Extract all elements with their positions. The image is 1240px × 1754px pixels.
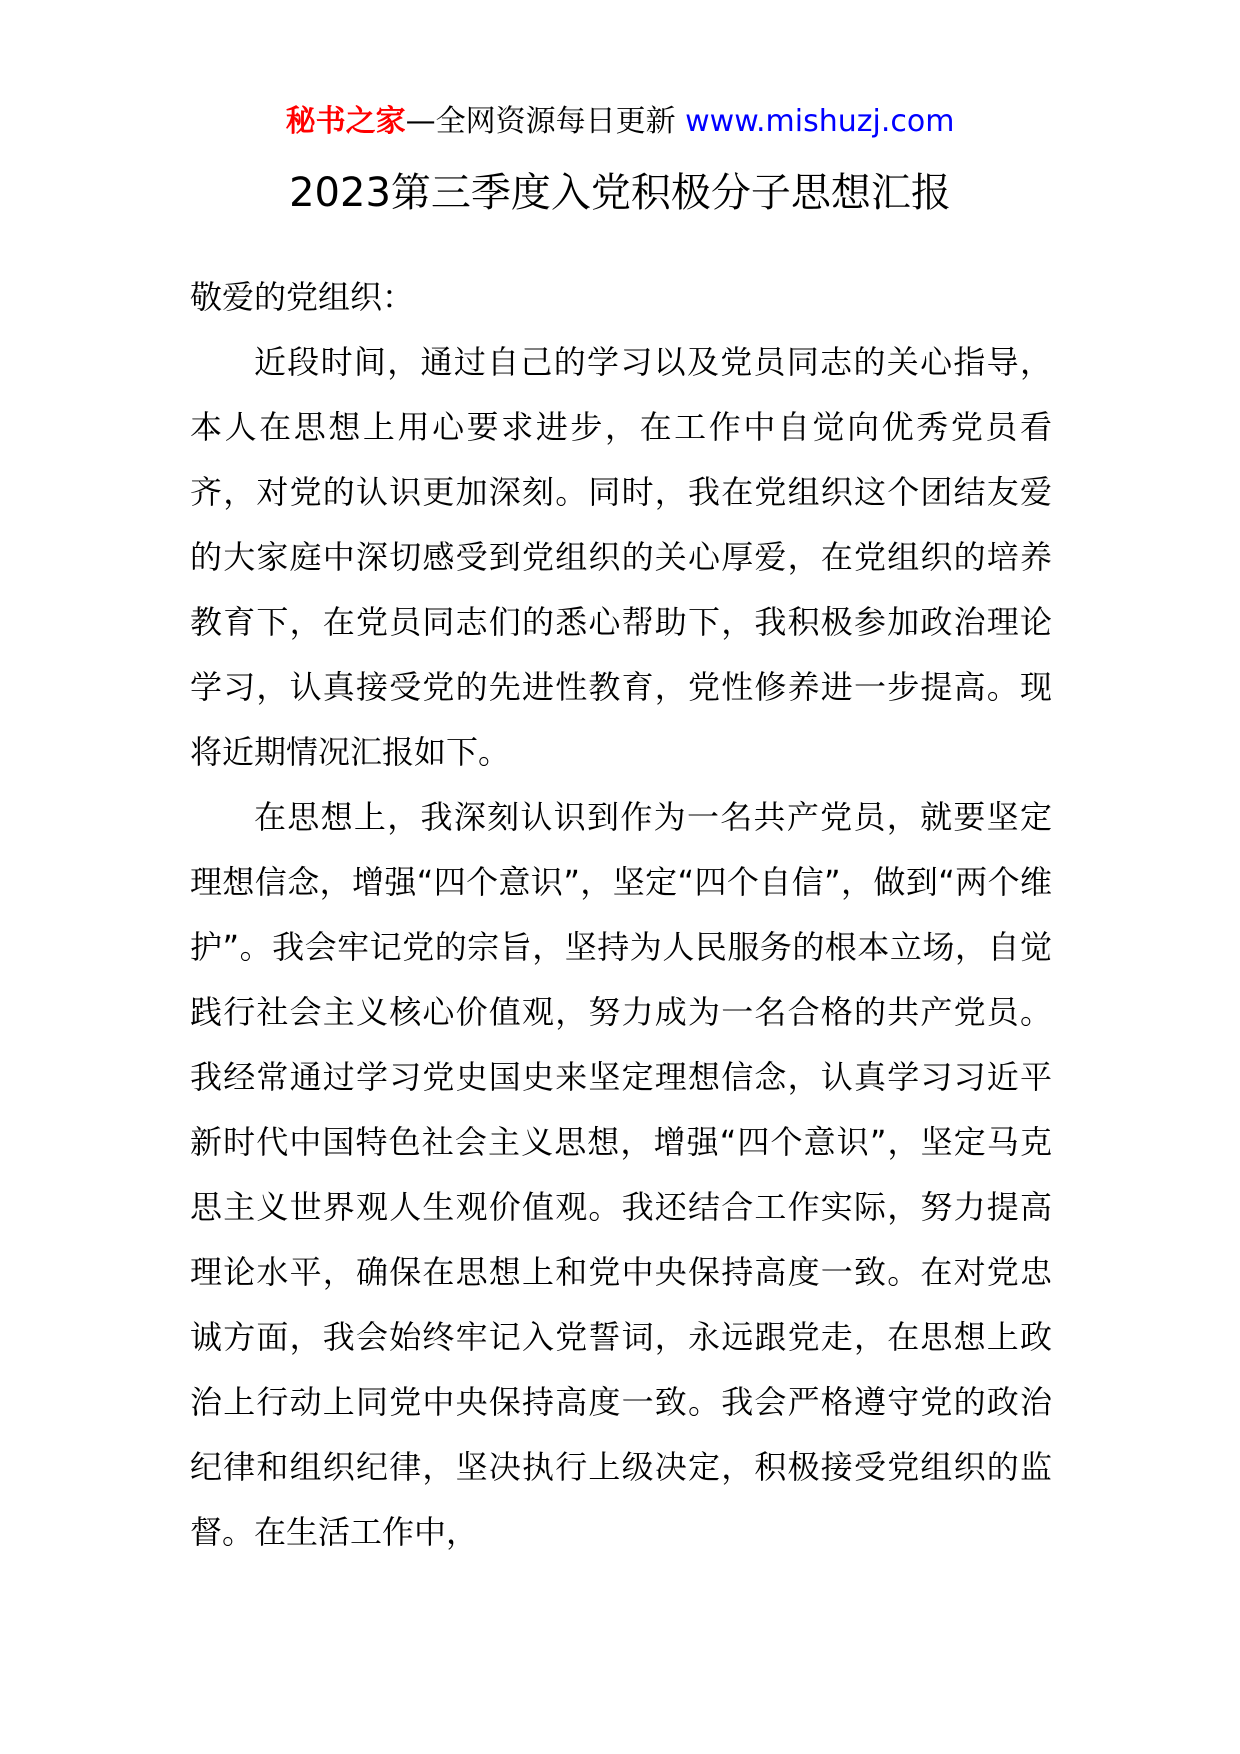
paragraph: 在思想上，我深刻认识到作为一名共产党员，就要坚定理想信念，增强“四个意识”，坚定“四个自信”，做到“两个维护”。我会牢记党的宗旨，坚持为人民服务的根本立场，自觉践行社会主义核心价值观，努力成为一名合格的共产党员。我经常通过学习党史国史来坚定理想信念，认真学习习近平新时代中国特色社会主义思想，增强“四个意识”，坚定马克思主义世界观人生观价值观。我还结合工作实际，努力提高理论水平，确保在思想上和党中央保持高度一致。在对党忠诚方面，我会始终牢记入党誓词，永远跟党走，在思想上政治上行动上同党中央保持高度一致。我会严格遵守党的政治纪律和组织纪律，坚决执行上级决定，积极接受党组织的监督。在生活工作中，	[190, 798, 1052, 1551]
paragraph: 近段时间，通过自己的学习以及党员同志的关心指导，本人在思想上用心要求进步，在工作中自觉向优秀党员看齐，对党的认识更加深刻。同时，我在党组织这个团结友爱的大家庭中深切感受到党组织的关心厚爱，在党组织的培养教育下，在党员同志们的悉心帮助下，我积极参加政治理论学习，认真接受党的先进性教育，党性修养进一步提高。现将近期情况汇报如下。	[190, 343, 1052, 771]
header-tagline: —全网资源每日更新	[405, 104, 686, 139]
header-site-link[interactable]: www.mishuzj.com	[685, 104, 955, 139]
header-brand: 秘书之家	[285, 104, 406, 139]
source-header	[0, 100, 1240, 144]
salutation: 敬爱的党组织：	[190, 278, 415, 316]
document-title: 2023第三季度入党积极分子思想汇报	[289, 170, 951, 216]
document-body	[190, 265, 1052, 1565]
